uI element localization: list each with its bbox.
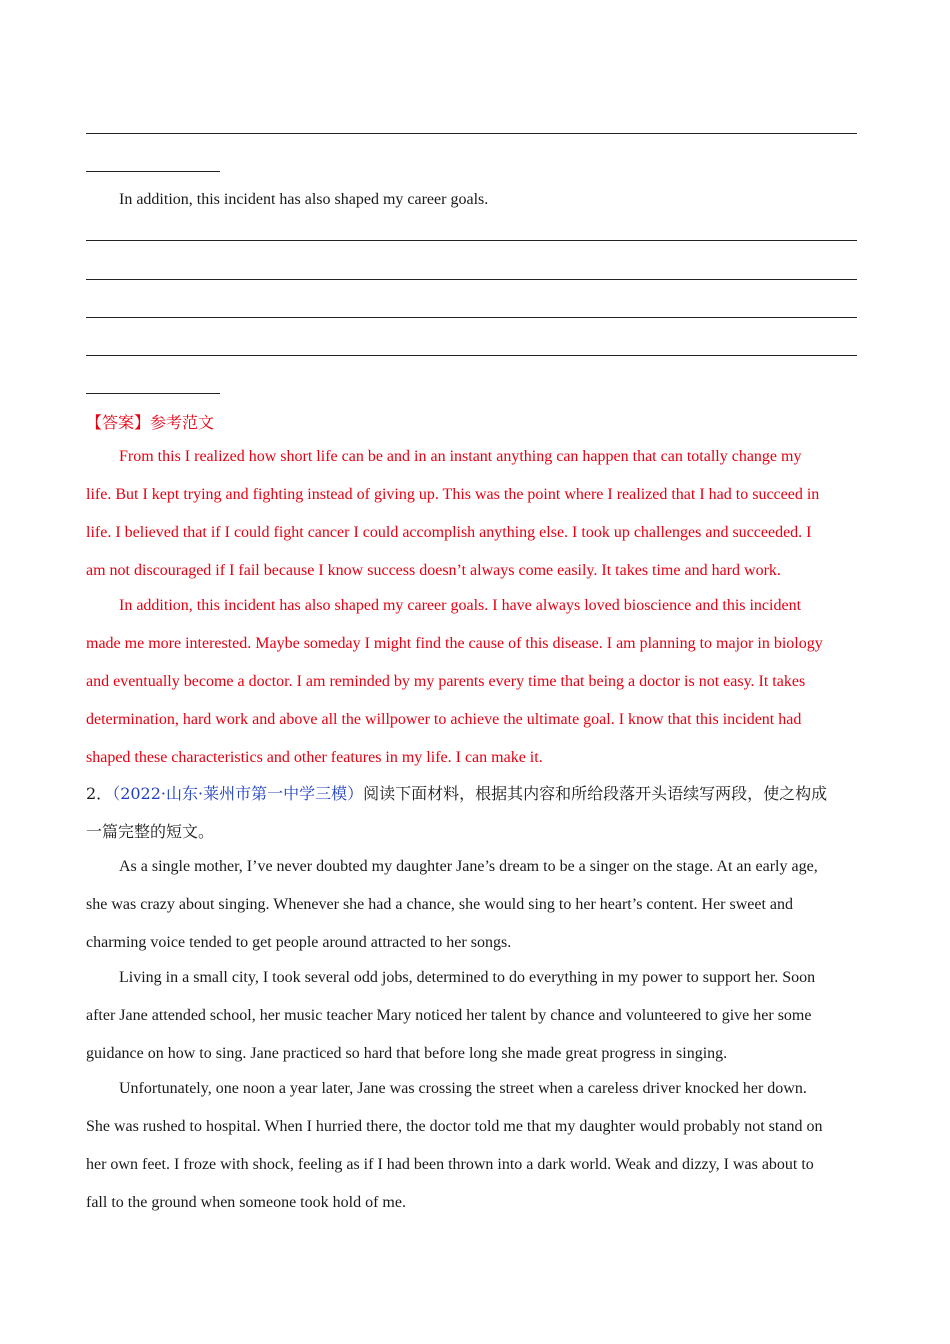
question-instruction-cont: 一篇完整的短文。 (86, 822, 215, 841)
text-line: made me more interested. Maybe someday I might find the cause of this disease. I am planning to major in biology (86, 635, 823, 652)
text-line: life. But I kept trying and fighting instead of giving up. This was the point where I realized that I had to succeed in (86, 486, 820, 503)
text-line: She was rushed to hospital. When I hurried there, the doctor told me that my daughter would probably not stand on (86, 1118, 823, 1135)
passage-paragraph-1 (86, 848, 857, 962)
lead-in-sentence: In addition, this incident has also shaped my career goals. (119, 191, 489, 208)
text-line: she was crazy about singing. Whenever she had a chance, she would sing to her heart’s content. Her sweet and (86, 896, 794, 913)
writing-line (86, 240, 857, 241)
passage-paragraph-2 (86, 959, 857, 1073)
question-2-header (86, 775, 857, 851)
text-line: guidance on how to sing. Jane practiced so hard that before long she made great progress in singing. (86, 1045, 728, 1062)
passage-paragraph-3 (86, 1070, 857, 1222)
text-line: am not discouraged if I fail because I know success doesn’t always come easily. It takes time and hard work. (86, 562, 781, 579)
text-line: shaped these characteristics and other features in my life. I can make it. (86, 749, 543, 766)
text-line: determination, hard work and above all the willpower to achieve the ultimate goal. I know that this incident had (86, 711, 802, 728)
writing-line (86, 133, 857, 134)
text-line: and eventually become a doctor. I am reminded by my parents every time that being a doctor is not easy. It takes (86, 673, 806, 690)
writing-line (86, 317, 857, 318)
text-line: As a single mother, I’ve never doubted my daughter Jane’s dream to be a singer on the stage. At an early age, (119, 858, 818, 875)
text-line: life. I believed that if I could fight cancer I could accomplish anything else. I took up challenges and succeeded. I (86, 524, 812, 541)
text-line: Unfortunately, one noon a year later, Jane was crossing the street when a careless driver knocked her down. (119, 1080, 807, 1097)
question-number: 2． (86, 784, 113, 803)
text-line: From this I realized how short life can be and in an instant anything can happen that can totally change my (119, 448, 802, 465)
writing-line (86, 279, 857, 280)
writing-line-short (86, 171, 220, 172)
text-line: charming voice tended to get people around attracted to her songs. (86, 934, 512, 951)
writing-line-short (86, 393, 220, 394)
answer-label: 【答案】参考范文 (86, 413, 215, 432)
text-line: In addition, this incident has also shaped my career goals. I have always loved bioscience and this incident (119, 597, 802, 614)
answer-paragraph-2 (86, 587, 857, 777)
writing-line (86, 355, 857, 356)
text-line: after Jane attended school, her music teacher Mary noticed her talent by chance and volunteered to give her some (86, 1007, 812, 1024)
question-source: （2022·山东·莱州市第一中学三模） (112, 784, 364, 803)
answer-paragraph-1 (86, 438, 857, 590)
text-line: her own feet. I froze with shock, feeling as if I had been thrown into a dark world. Weak and dizzy, I was about to (86, 1156, 814, 1173)
text-line: Living in a small city, I took several odd jobs, determined to do everything in my power to support her. Soon (119, 969, 816, 986)
question-instruction: 阅读下面材料，根据其内容和所给段落开头语续写两段，使之构成 (363, 784, 828, 803)
text-line: fall to the ground when someone took hold of me. (86, 1194, 406, 1211)
